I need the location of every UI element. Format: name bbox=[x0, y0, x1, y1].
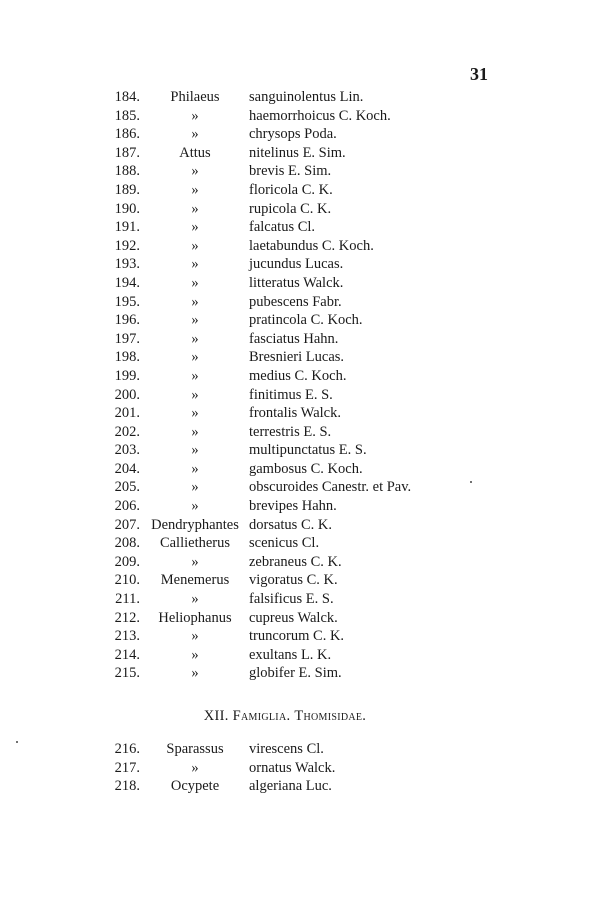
entry-number: 186. bbox=[114, 126, 140, 143]
entry-number: 216. bbox=[114, 741, 140, 757]
entry-species: algeriana Luc. bbox=[249, 778, 332, 795]
entry-species: falsificus E. S. bbox=[249, 591, 334, 608]
entry-genus: » bbox=[191, 498, 199, 515]
entry-genus: » bbox=[191, 163, 199, 180]
entry-genus: » bbox=[191, 423, 199, 440]
entry-genus: » bbox=[191, 181, 199, 198]
entry-number: 189. bbox=[114, 181, 140, 198]
entry-number: 194. bbox=[114, 274, 140, 291]
entry-genus: » bbox=[191, 759, 199, 776]
entry-genus: » bbox=[191, 274, 199, 291]
entry-number: 199. bbox=[114, 367, 140, 384]
print-speck bbox=[16, 741, 18, 743]
entry-number: 201. bbox=[114, 405, 140, 422]
heading-numeral: XII. bbox=[203, 708, 229, 724]
entry-species: jucundus Lucas. bbox=[249, 256, 344, 273]
entry-species: brevipes Hahn. bbox=[249, 498, 337, 515]
entry-species: fasciatus Hahn. bbox=[249, 330, 339, 347]
entry-species: rupicola C. K. bbox=[249, 200, 332, 217]
entry-genus: » bbox=[191, 665, 199, 682]
entry-species: dorsatus C. K. bbox=[249, 516, 332, 533]
entry-genus: » bbox=[191, 256, 199, 273]
entry-number: 198. bbox=[114, 349, 140, 366]
entry-species: pratincola C. Koch. bbox=[249, 312, 363, 329]
entry-genus: » bbox=[191, 349, 199, 366]
entry-genus: Dendryphantes bbox=[151, 516, 239, 533]
entry-genus: Callietherus bbox=[159, 535, 231, 552]
entry-genus: » bbox=[191, 312, 199, 329]
entry-genus: » bbox=[191, 591, 199, 608]
entry-species: Bresnieri Lucas. bbox=[249, 349, 345, 366]
entry-genus: » bbox=[191, 293, 199, 310]
entry-number: 197. bbox=[114, 330, 140, 347]
entry-species: sanguinolentus Lin. bbox=[249, 89, 364, 105]
entry-species: globifer E. Sim. bbox=[249, 665, 342, 682]
heading-family-word: Famiglia. bbox=[232, 708, 291, 724]
entry-number: 185. bbox=[114, 107, 140, 124]
entry-number: 200. bbox=[114, 386, 140, 403]
entry-number: 215. bbox=[114, 665, 140, 682]
entry-genus: Menemerus bbox=[160, 572, 230, 589]
entry-number: 196. bbox=[114, 312, 140, 329]
entry-genus: Philaeus bbox=[170, 89, 220, 105]
entry-number: 209. bbox=[114, 553, 140, 570]
entry-species: vigoratus C. K. bbox=[249, 572, 338, 589]
entry-species: gambosus C. Koch. bbox=[249, 460, 363, 477]
entry-number: 195. bbox=[114, 293, 140, 310]
entry-number: 190. bbox=[114, 200, 140, 217]
entry-genus: » bbox=[191, 460, 199, 477]
entry-number: 206. bbox=[114, 498, 140, 515]
entry-species: nitelinus E. Sim. bbox=[249, 144, 346, 161]
entry-number: 204. bbox=[114, 460, 140, 477]
entry-number: 212. bbox=[114, 609, 140, 626]
entry-genus: » bbox=[191, 367, 199, 384]
entry-number: 203. bbox=[114, 442, 140, 459]
entry-genus: » bbox=[191, 200, 199, 217]
entry-genus: » bbox=[191, 646, 199, 663]
entry-species: laetabundus C. Koch. bbox=[249, 237, 374, 254]
entry-species: finitimus E. S. bbox=[249, 386, 333, 403]
entry-number: 210. bbox=[114, 572, 140, 589]
entry-genus: » bbox=[191, 553, 199, 570]
entry-species: haemorrhoicus C. Koch. bbox=[249, 107, 391, 124]
entry-genus: Ocypete bbox=[170, 778, 220, 795]
entry-number: 214. bbox=[114, 646, 140, 663]
entry-genus: » bbox=[191, 107, 199, 124]
entry-number: 217. bbox=[114, 759, 140, 776]
entry-species: virescens Cl. bbox=[249, 741, 324, 757]
entry-species: pubescens Fabr. bbox=[249, 293, 342, 310]
entry-genus: Attus bbox=[179, 144, 211, 161]
entry-genus: » bbox=[191, 442, 199, 459]
entry-species: cupreus Walck. bbox=[249, 609, 338, 626]
entry-number: 207. bbox=[114, 516, 140, 533]
entry-genus: » bbox=[191, 237, 199, 254]
entry-genus: » bbox=[191, 386, 199, 403]
entry-species: obscuroides Canestr. et Pav. bbox=[249, 479, 412, 496]
entry-number: 218. bbox=[114, 778, 140, 795]
entry-number: 213. bbox=[114, 628, 140, 645]
entry-species: litteratus Walck. bbox=[249, 274, 344, 291]
entry-number: 184. bbox=[114, 89, 140, 105]
heading-family-name: Thomisidae. bbox=[294, 708, 367, 724]
entry-number: 191. bbox=[114, 219, 140, 236]
entry-number: 211. bbox=[115, 591, 140, 608]
entry-species: zebraneus C. K. bbox=[249, 553, 342, 570]
entry-species: medius C. Koch. bbox=[249, 367, 347, 384]
entry-genus: » bbox=[191, 126, 199, 143]
entry-genus: » bbox=[191, 405, 199, 422]
entry-species: falcatus Cl. bbox=[249, 219, 316, 236]
entry-number: 188. bbox=[114, 163, 140, 180]
entry-species: chrysops Poda. bbox=[249, 126, 337, 143]
entry-genus: » bbox=[191, 330, 199, 347]
entry-number: 208. bbox=[114, 535, 140, 552]
entry-species: frontalis Walck. bbox=[249, 405, 341, 422]
entry-genus: » bbox=[191, 628, 199, 645]
entry-species: exultans L. K. bbox=[249, 646, 332, 663]
entry-species: floricola C. K. bbox=[249, 181, 333, 198]
page-number: 31 bbox=[470, 64, 488, 84]
entry-species: terrestris E. S. bbox=[249, 423, 332, 440]
entry-number: 193. bbox=[114, 256, 140, 273]
entry-genus: Heliophanus bbox=[158, 609, 232, 626]
print-speck bbox=[470, 481, 472, 483]
entry-species: brevis E. Sim. bbox=[249, 163, 332, 180]
entry-genus: » bbox=[191, 479, 199, 496]
entry-species: multipunctatus E. S. bbox=[249, 442, 367, 459]
entry-species: scenicus Cl. bbox=[249, 535, 320, 552]
entry-number: 192. bbox=[114, 237, 140, 254]
entry-genus: » bbox=[191, 219, 199, 236]
section-heading bbox=[0, 708, 570, 725]
entry-genus: Sparassus bbox=[166, 741, 224, 757]
entry-number: 187. bbox=[114, 144, 140, 161]
entry-number: 205. bbox=[114, 479, 140, 496]
entry-species: ornatus Walck. bbox=[249, 759, 336, 776]
entry-number: 202. bbox=[114, 423, 140, 440]
entry-species: truncorum C. K. bbox=[249, 628, 345, 645]
